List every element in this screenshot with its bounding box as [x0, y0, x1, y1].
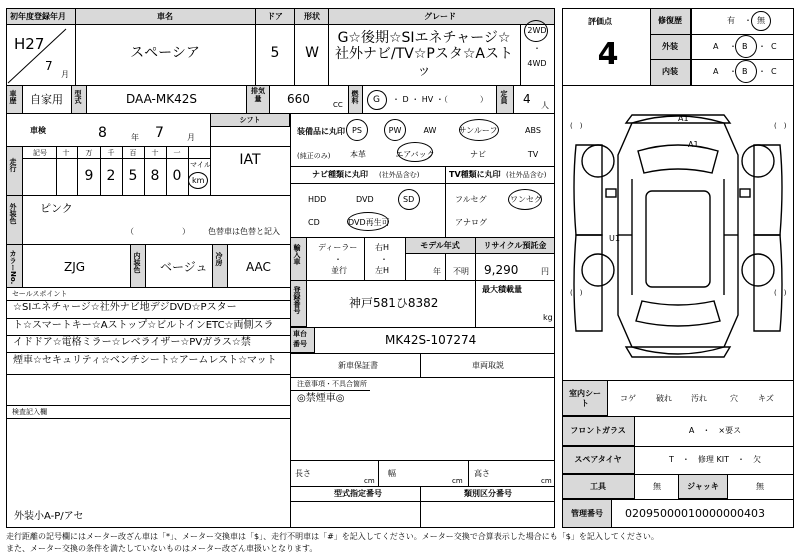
equip-ps: PS	[352, 126, 362, 135]
shift-value: IAT	[239, 152, 261, 168]
inspector-label: 検査記入欄	[12, 408, 47, 416]
grade-line2: 社外ナビ/TV☆Pスタ☆Aスト	[335, 46, 513, 62]
tv-oneseg: ワンセグ	[510, 195, 542, 204]
inspection-month: 7	[155, 125, 164, 141]
car-name: スペーシア	[130, 45, 200, 61]
capacity-value: 4	[523, 92, 531, 106]
paren-right-bottom: ( )	[774, 289, 787, 297]
chassis-value: MK42S-107274	[385, 333, 477, 347]
digit-man: 2	[106, 168, 116, 184]
navi-label: ナビ種類に丸印	[312, 170, 368, 179]
tv-fullseg: フルセグ	[455, 195, 487, 204]
eval-label: 評価点	[588, 17, 612, 26]
recycle-label: リサイクル預託金	[483, 241, 547, 250]
tools-value: 無	[653, 482, 661, 491]
jack-label: ジャッキ	[687, 482, 719, 491]
equip-aw: AW	[423, 126, 437, 135]
shape-label: 形状	[304, 12, 320, 21]
dim-width: 幅	[388, 469, 396, 478]
load-kg: kg	[543, 313, 553, 322]
windshield-label: フロントガラス	[570, 426, 626, 435]
ext-grade-a: A	[713, 42, 719, 51]
mileage-unit: km	[192, 176, 205, 185]
shape-value: W	[305, 45, 319, 61]
equipment-sublabel: (純正のみ)	[297, 152, 331, 160]
new-car-warranty: 新車保証書	[338, 361, 378, 370]
spare-label: スペアタイヤ	[574, 455, 622, 464]
repair-label: 修復歴	[658, 16, 682, 25]
modelyear-unit: 年	[433, 267, 441, 276]
dim-width-cm: cm	[452, 477, 463, 485]
equip-tv: TV	[527, 150, 539, 159]
navi-sd: SD	[403, 195, 415, 204]
door-label: ドア	[267, 12, 283, 21]
tv-label: TV種類に丸印	[449, 170, 501, 179]
footer-line2: また、メーター交換の条件を満たしていないものはメーター改ざん車扱いとなります。	[6, 544, 318, 553]
digit-label-sen: 千	[107, 149, 115, 157]
navi-cd: CD	[308, 218, 320, 227]
import-rh: 右H	[375, 243, 390, 252]
plate-label: 登録番号	[293, 286, 301, 314]
cc-unit: CC	[333, 101, 343, 109]
reg-era: H27	[14, 35, 45, 53]
fuel-rest: ・ D ・ HV ・（ ）	[392, 95, 488, 104]
int-grade-a: A	[713, 67, 719, 76]
class-no-label: 類別区分番号	[464, 489, 512, 498]
notes-value: ◎禁煙車◎	[297, 393, 345, 404]
color-paren: （ ）	[126, 227, 190, 236]
reg-month-unit: 月	[61, 70, 69, 79]
tv-analog: アナログ	[455, 218, 487, 227]
equip-airbag: エアバック	[395, 150, 435, 159]
sales-line1: ☆SIエネチャージ☆社外ナビ地デジDVD☆Pスター	[13, 302, 237, 313]
carname-label: 車名	[157, 12, 173, 21]
digit-label-sign: 記号	[33, 149, 47, 157]
chassis-label: 車台番号	[293, 330, 307, 348]
modelyear-label: モデル年式	[420, 241, 460, 250]
modelyear-unknown: 不明	[453, 267, 469, 276]
ext-dot1: ・	[729, 42, 737, 51]
seat-kizu: キズ	[758, 394, 774, 403]
capacity-unit: 人	[541, 101, 549, 110]
import-dealer: ディーラー	[318, 243, 358, 252]
drive-4wd: 4WD	[527, 59, 547, 68]
interior-eval-label: 内装	[662, 67, 678, 76]
dim-length-cm: cm	[364, 477, 375, 485]
digit-juu: 0	[172, 168, 182, 184]
ac-value: AAC	[246, 260, 271, 274]
interior-color-label: 内装色	[133, 252, 141, 273]
mileage-mile-label: マイル	[190, 161, 211, 169]
digit-label-10man: 十	[62, 149, 70, 157]
vehicle-manual: 車両取説	[472, 361, 504, 370]
eval-score: 4	[597, 37, 619, 72]
seat-ana: 穴	[730, 394, 738, 403]
import-dot2: ・	[380, 255, 388, 264]
grade-line3: ッ	[417, 63, 431, 79]
import-label: 輸入車	[293, 244, 301, 265]
exterior-label: 外装	[662, 42, 678, 51]
navi-dvd: DVD	[356, 195, 374, 204]
model-label: 型式	[74, 90, 82, 104]
repair-yes: 有	[727, 16, 735, 25]
digit-label-man: 万	[85, 149, 93, 157]
reg-month: 7	[45, 59, 53, 73]
digit-sen: 5	[128, 168, 138, 184]
plate-value: 神戸581ひ8382	[349, 296, 439, 310]
drive-2wd: 2WD	[527, 26, 547, 35]
equipment-label: 装備品に丸印	[297, 127, 345, 136]
equip-sunroof: サンルーフ	[458, 126, 498, 135]
equip-abs: ABS	[525, 126, 541, 135]
import-parallel: 並行	[331, 266, 347, 275]
displacement-label: 排気量	[251, 87, 265, 103]
displacement-value: 660	[287, 92, 310, 106]
int-dot1: ・	[729, 67, 737, 76]
repair-no: 無	[757, 16, 765, 25]
load-label: 最大積載量	[482, 285, 522, 294]
color-value: ピンク	[40, 202, 73, 215]
equip-navi: ナビ	[470, 150, 486, 159]
usage-label: 車歴	[9, 90, 17, 104]
inspection-year: 8	[98, 125, 107, 141]
grade-line1: G☆後期☆SIエネチャージ☆	[337, 30, 511, 46]
mgmt-label: 管理番号	[571, 509, 603, 518]
int-grade-c: C	[771, 67, 777, 76]
int-dot2: ・	[758, 67, 766, 76]
digit-label-ichi: 一	[173, 149, 181, 157]
grade-label: グレード	[424, 12, 456, 21]
navi-sub: (社外品含む)	[379, 171, 420, 179]
digit-hyaku: 8	[150, 168, 160, 184]
door-count: 5	[270, 45, 280, 61]
drive-sep: ・	[533, 44, 541, 53]
damage-mark-u1: U1	[609, 234, 620, 243]
equip-pw: PW	[388, 126, 402, 135]
fuel-g: G	[373, 95, 380, 105]
seat-yabure: 破れ	[656, 394, 672, 403]
tools-label: 工具	[590, 482, 606, 491]
windshield-value: A ・ ×要ス	[688, 426, 742, 435]
import-lh: 左H	[375, 266, 390, 275]
digit-label-hyaku: 百	[129, 149, 137, 157]
int-grade-b: B	[742, 67, 748, 76]
inspection-month-unit: 月	[187, 133, 195, 142]
sales-line4: 煙車☆セキュリティ☆ベンチシート☆アームレスト☆マット	[13, 355, 277, 366]
model-cert-label: 型式指定番号	[334, 489, 382, 498]
tv-sub: (社外品含む)	[506, 171, 547, 179]
interior-color-value: ベージュ	[160, 260, 208, 274]
spare-value: T ・ 修理 KIT ・ 欠	[669, 455, 761, 464]
footer-line1: 走行距離の記号欄にはメーター改ざん車は「*」、メーター交換車は「$」、走行不明車は「#」を記入してください。メーター交換で合算表示した場合にも「$」を記入してください。	[6, 532, 659, 541]
fuel-label: 燃料	[351, 90, 359, 104]
sheet-outer-left	[6, 8, 555, 528]
paren-left-bottom: ( )	[570, 289, 583, 297]
repair-dot: ・	[744, 16, 752, 25]
header-ac	[212, 244, 228, 288]
mgmt-value: 02095000010000000403	[625, 507, 765, 520]
seat-yogore: 汚れ	[691, 394, 707, 403]
seat-koge: コゲ	[620, 394, 636, 403]
seat-label: 室内シート	[569, 389, 601, 408]
ext-grade-b: B	[742, 42, 748, 51]
capacity-label: 定員	[500, 90, 508, 104]
inspection-label: 車検	[30, 126, 46, 135]
reg-label: 初年度登録年月	[10, 12, 66, 21]
inspection-year-unit: 年	[131, 133, 139, 142]
navi-hdd: HDD	[308, 195, 327, 204]
color-label: 外装色	[9, 203, 17, 224]
color-note: 色替車は色替と記入	[208, 227, 280, 236]
import-dot: ・	[334, 255, 342, 264]
inspector-value: 外装小A-P/アセ	[14, 511, 84, 522]
mileage-label: 走行	[9, 158, 17, 172]
colorno-label: カラーNo.	[9, 250, 17, 285]
ext-dot2: ・	[758, 42, 766, 51]
car-damage-diagram	[562, 95, 794, 375]
ac-label: 冷房	[215, 252, 223, 266]
dim-height-cm: cm	[541, 477, 552, 485]
paren-left-top: ( )	[570, 122, 583, 130]
paren-right-top: ( )	[774, 122, 787, 130]
recycle-value: 9,290	[484, 263, 519, 277]
damage-mark-front: A1	[678, 114, 689, 123]
equip-leather: 本革	[350, 150, 366, 159]
recycle-unit: 円	[541, 267, 549, 276]
jack-value: 無	[756, 482, 764, 491]
model-value: DAA-MK42S	[126, 92, 197, 106]
dim-length: 長さ	[295, 469, 311, 478]
digit-label-juu: 十	[151, 149, 159, 157]
usage-value: 自家用	[30, 93, 63, 106]
ext-grade-c: C	[771, 42, 777, 51]
sales-line2: ト☆スマートキー☆Aストップ☆ビルトインETC☆両側スラ	[13, 320, 274, 331]
notes-label: 注意事項・不具合箇所	[297, 380, 367, 388]
colorno-value: ZJG	[64, 260, 86, 274]
navi-dvdplay: DVD再生可	[348, 218, 390, 227]
digit-10man: 9	[84, 168, 94, 184]
damage-mark-side: A1	[688, 140, 699, 149]
sales-line3: イドドア☆電格ミラー☆レベライザー☆PVガラス☆禁	[13, 337, 251, 348]
shift-label: シフト	[239, 116, 261, 124]
sales-label: セールスポイント	[12, 290, 68, 298]
dim-height: 高さ	[474, 469, 490, 478]
